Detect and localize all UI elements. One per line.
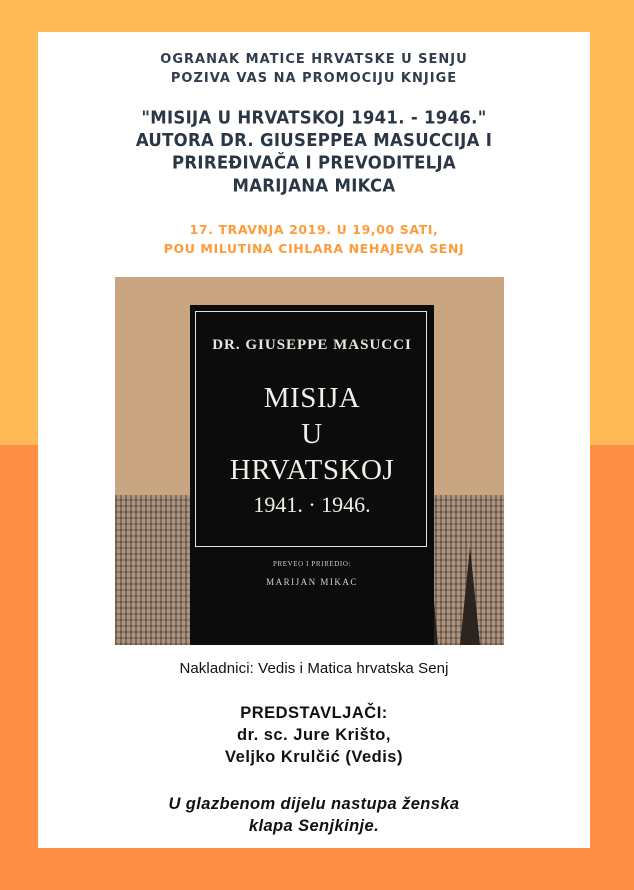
title-line-3: PRIREĐIVAČA I PREVODITELJA [172,152,456,173]
title-line-1: "MISIJA U HRVATSKOJ 1941. - 1946." [141,107,487,128]
title-line-4: MARIJANA MIKCA [232,175,396,196]
spire-shape [460,547,480,645]
event-venue: POU MILUTINA CIHLARA NEHAJEVA SENJ [163,241,465,256]
book-title-line: HRVATSKOJ [229,454,395,486]
presenters-block [38,702,590,768]
book-years: 1941. · 1946. [253,492,371,517]
presenter-2: Veljko Krulčić (Vedis) [225,748,403,766]
title-line-2: AUTORA DR. GIUSEPPEA MASUCCIJA I [135,129,493,151]
organizer-line: OGRANAK MATICE HRVATSKE U SENJU [160,52,468,67]
publishers-text: Nakladnici: Vedis i Matica hrvatska Senj [179,660,449,677]
book-author: DR. GIUSEPPE MASUCCI [212,337,412,353]
event-title [38,106,590,197]
music-line-2: klapa Senjkinje. [248,817,380,835]
invitation-line: POZIVA VAS NA PROMOCIJU KNJIGE [170,71,458,86]
presenter-1: dr. sc. Jure Krišto, [237,726,391,744]
organizer-heading [38,50,590,88]
book-title [196,380,428,488]
event-date-venue [38,220,590,258]
music-line-1: U glazbenom dijelu nastupa ženska [168,795,460,813]
book-title-line: MISIJA [263,382,361,414]
book-cover-image [115,277,504,645]
translator-name: MARIJAN MIKAC [266,577,358,587]
book-title-line: U [301,418,323,450]
presenters-heading: PREDSTAVLJAČI: [240,704,388,722]
music-note [38,793,590,837]
translator-label: PREVEO I PRIREDIO: [272,560,352,568]
event-date: 17. TRAVNJA 2019. U 19,00 SATI, [189,222,439,237]
poster-panel [38,32,590,848]
book-frame [195,311,427,547]
book [190,305,434,645]
